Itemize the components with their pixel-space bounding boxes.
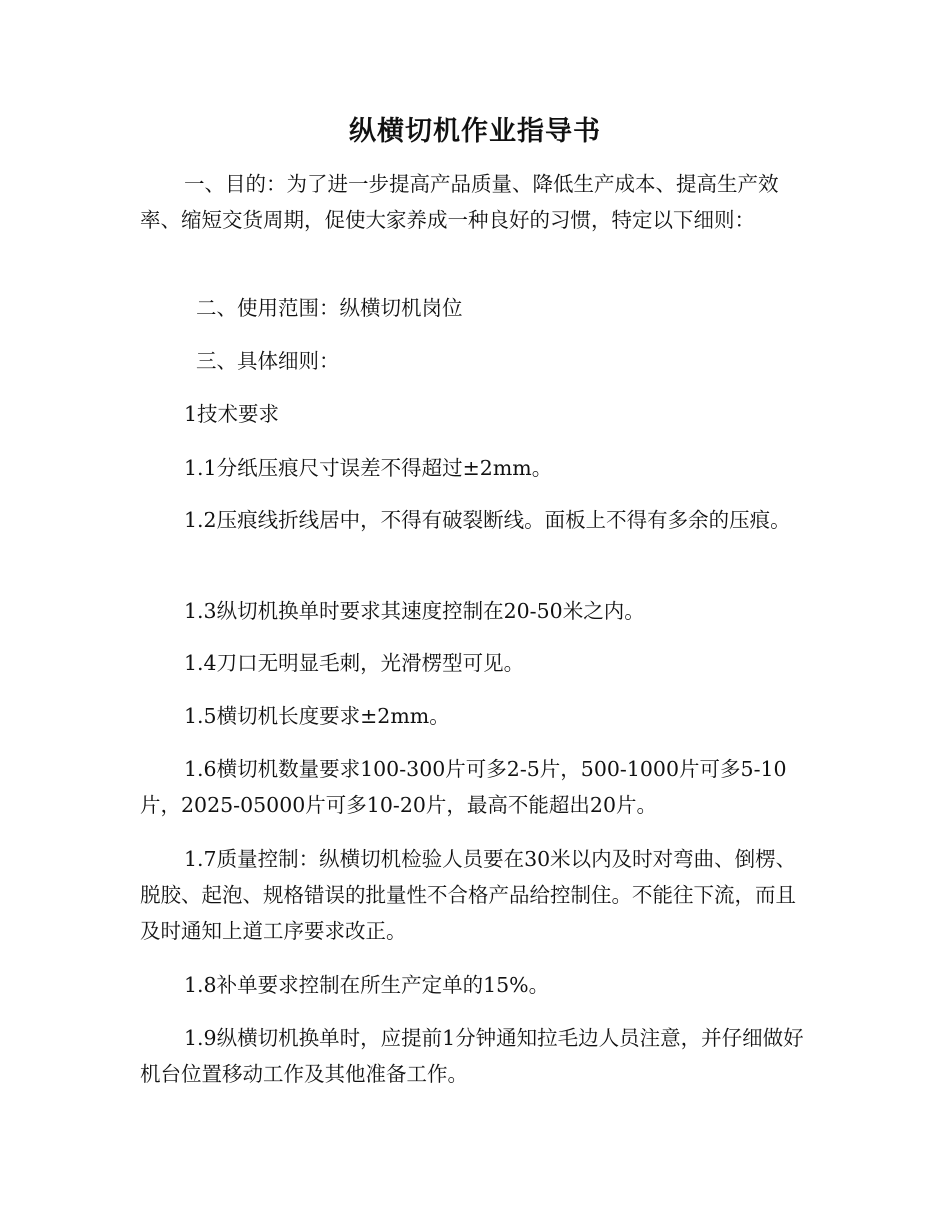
paragraph-item-1-8: 1.8补单要求控制在所生产定单的15%。: [184, 973, 550, 997]
paragraph-rules-heading: 三、具体细则：: [196, 349, 340, 373]
paragraph-scope: 二、使用范围：纵横切机岗位: [196, 296, 463, 320]
paragraph-purpose: 一、目的：为了进一步提高产品质量、降低生产成本、提高生产效率、缩短交货周期，促使大家养成一种良好的习惯，特定以下细则：: [140, 172, 779, 232]
paragraph-item-1-5: 1.5横切机长度要求±2mm。: [184, 704, 450, 728]
paragraph-item-1-2: 1.2压痕线折线居中，不得有破裂断线。面板上不得有多余的压痕。: [184, 508, 791, 532]
paragraph-item-1-6: 1.6横切机数量要求100-300片可多2-5片，500-1000片可多5-10片，2025-05000片可多10-20片，最高不能超出20片。: [140, 757, 787, 817]
paragraph-tech-requirements: 1技术要求: [184, 402, 280, 426]
paragraph-item-1-7: 1.7质量控制：纵横切机检验人员要在30米以内及时对弯曲、倒楞、脱胶、起泡、规格错误的批量性不合格产品给控制住。不能往下流，而且及时通知上道工序要求改正。: [140, 847, 797, 943]
paragraph-item-1-4: 1.4刀口无明显毛刺，光滑楞型可见。: [184, 651, 525, 675]
paragraph-item-1-1: 1.1分纸压痕尺寸误差不得超过±2mm。: [184, 456, 553, 480]
paragraph-item-1-3: 1.3纵切机换单时要求其速度控制在20-50米之内。: [184, 599, 645, 623]
document-title: 纵横切机作业指导书: [349, 116, 601, 147]
paragraph-item-1-9: 1.9纵横切机换单时，应提前1分钟通知拉毛边人员注意，并仔细做好机台位置移动工作及其他准备工作。: [140, 1026, 804, 1086]
